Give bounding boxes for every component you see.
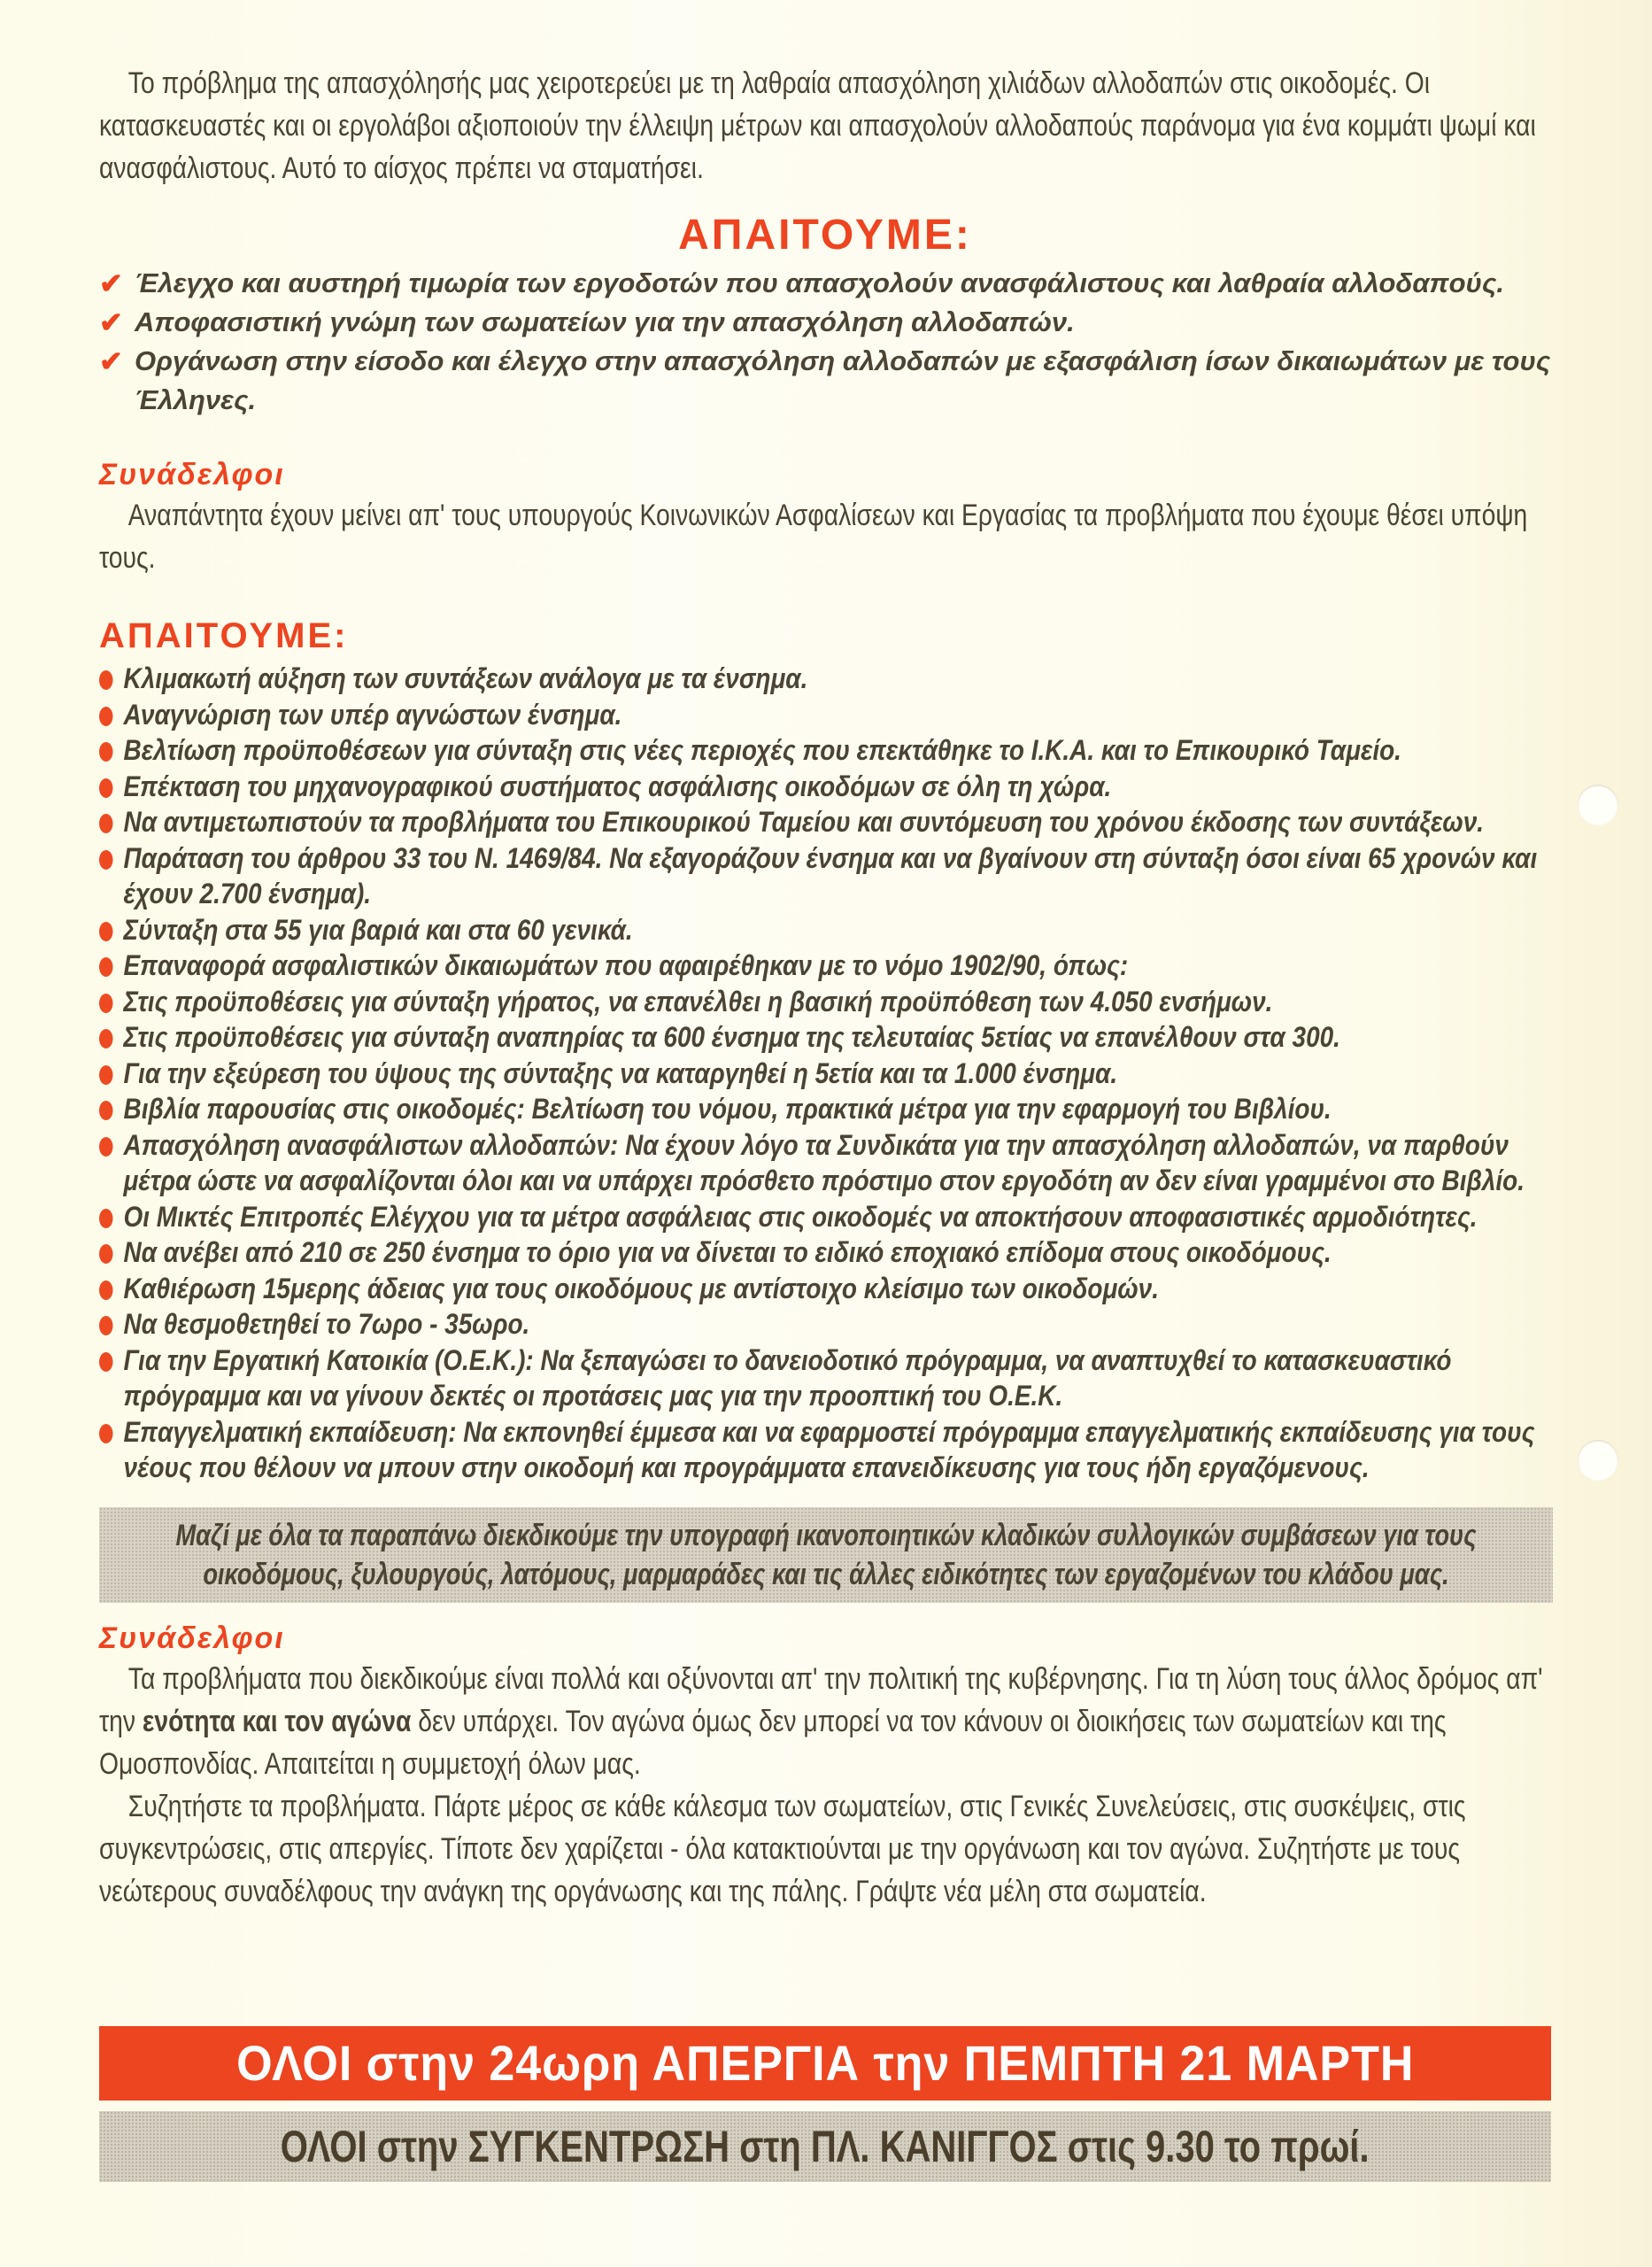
colleagues-heading-1: Συνάδελφοι xyxy=(99,458,285,491)
list-item: ✔ Έλεγχο και αυστηρή τιμωρία των εργοδοτών που απασχολούν ανασφάλιστους και λαθραία αλλοδαπούς. xyxy=(99,264,1551,303)
punch-hole-bottom xyxy=(1578,1440,1618,1481)
list-item: Παράταση του άρθρου 33 του Ν. 1469/84. Να εξαγοράζουν ένσημα και να βγαίνουν στη σύνταξη όσοι είναι 65 χρονών και έχουν 2.700 ένσημα). xyxy=(99,840,1572,912)
bullet-dot-icon xyxy=(99,1101,112,1120)
list-item: Καθιέρωση 15μερης άδειας για τους οικοδόμους με αντίστοιχο κλείσιμο των οικοδομών. xyxy=(99,1271,1572,1307)
unity-struggle-emphasis: ενότητα και τον αγώνα xyxy=(142,1704,412,1738)
rally-banner-text: ΟΛΟΙ στην ΣΥΓΚΕΝΤΡΩΣΗ στη ΠΛ. ΚΑΝΙΓΓΟΣ στις 9.30 το πρωί. xyxy=(281,2122,1370,2171)
check-icon: ✔ xyxy=(99,345,123,377)
rally-banner xyxy=(99,2111,1551,2182)
strike-banner xyxy=(99,2026,1551,2101)
bullet-dot-icon xyxy=(99,922,112,941)
bullet-dot-icon xyxy=(99,1209,112,1228)
bullet-dot-icon xyxy=(99,1352,112,1372)
bullet-dot-icon xyxy=(99,707,112,726)
demands-list-2 xyxy=(99,661,1551,1486)
list-item: Απασχόληση ανασφάλιστων αλλοδαπών: Να έχουν λόγο τα Συνδικάτα για την απασχόληση αλλοδαπών, να παρθούν μέτρα ώστε να ασφαλίζονται όλοι και να υπάρχει πρόσθετο πρόστιμο στον εργοδότη αν δεν είναι γραμμένοι στο Βιβλίο. xyxy=(99,1127,1572,1199)
list-item: Για την Εργατική Κατοικία (Ο.Ε.Κ.): Να ξεπαγώσει το δανειοδοτικό πρόγραμμα, να αναπτυχθεί το κατασκευαστικό πρόγραμμα και να γίνουν δεκτές οι προτάσεις μας για την προοπτική του Ο.Ε.Κ. xyxy=(99,1342,1572,1414)
bullet-dot-icon xyxy=(99,1424,112,1443)
demands-list-1 xyxy=(99,264,1551,420)
bullet-dot-icon xyxy=(99,994,112,1013)
list-item: Να αντιμετωπιστούν τα προβλήματα του Επικουρικού Ταμείου και συντόμευση του χρόνου έκδοσης των συντάξεων. xyxy=(99,804,1572,840)
list-item: Οι Μικτές Επιτροπές Ελέγχου για τα μέτρα ασφάλειας στις οικοδομές να αποκτήσουν αποφασιστικές αρμοδιότητες. xyxy=(99,1199,1572,1235)
colleagues-paragraph-2a: Τα προβλήματα που διεκδικούμε είναι πολλά και οξύνονται απ' την πολιτική της κυβέρνησης. Για τη λύση τους άλλος δρόμος απ' την ενότητα και τον αγώνα δεν υπάρχει. Τον αγώνα όμως δεν μπορεί να τον κάνουν οι διοικήσεις των σωματείων και της Ομοσπονδίας. Απαιτείται η συμμετοχή όλων μας. xyxy=(99,1661,1543,1781)
list-item: Για την εξεύρεση του ύψους της σύνταξης να καταργηθεί η 5ετία και τα 1.000 ένσημα. xyxy=(99,1056,1572,1092)
bullet-dot-icon xyxy=(99,1281,112,1300)
bullet-dot-icon xyxy=(99,1065,112,1085)
list-item: Στις προϋποθέσεις για σύνταξη αναπηρίας τα 600 ένσημα της τελευταίας 5ετίας να επανέλθουν στα 300. xyxy=(99,1019,1572,1056)
intro-paragraph: Το πρόβλημα της απασχόλησής μας χειροτερεύει με τη λαθραία απασχόληση χιλιάδων αλλοδαπών στις οικοδομές. Οι κατασκευαστές και οι εργολάβοι αξιοποιούν την έλλειψη μέτρων και απασχολούν αλλοδαπούς παράνομα για ένα κομμάτι ψωμί και ανασφάλιστους. Αυτό το αίσχος πρέπει να σταματήσει. xyxy=(99,66,1536,185)
list-item: Σύνταξη στα 55 για βαριά και στα 60 γενικά. xyxy=(99,912,1572,948)
list-item: Επέκταση του μηχανογραφικού συστήματος ασφάλισης οικοδόμων σε όλη τη χώρα. xyxy=(99,769,1572,805)
bullet-dot-icon xyxy=(99,957,112,977)
collective-agreements-box xyxy=(99,1507,1553,1603)
list-item: ✔ Αποφασιστική γνώμη των σωματείων για την απασχόληση αλλοδαπών. xyxy=(99,303,1551,342)
flyer-content xyxy=(99,62,1551,1913)
colleagues-paragraph-2b: Συζητήστε τα προβλήματα. Πάρτε μέρος σε κάθε κάλεσμα των σωματείων, στις Γενικές Συνελεύσεις, στις συσκέψεις, στις συγκεντρώσεις, στις απεργίες. Τίποτε δεν χαρίζεται - όλα κατακτιούνται με την οργάνωση και τον αγώνα. Συζητήστε με τους νεώτερους συναδέλφους την ανάγκη της οργάνωσης και της πάλης. Γράψτε νέα μέλη στα σωματεία. xyxy=(99,1789,1466,1908)
list-item: Αναγνώριση των υπέρ αγνώστων ένσημα. xyxy=(99,697,1572,733)
demands-heading-1: ΑΠΑΙΤΟΥΜΕ: xyxy=(678,212,972,259)
bullet-dot-icon xyxy=(99,1244,112,1264)
bullet-dot-icon xyxy=(99,742,112,762)
list-item: ✔ Οργάνωση στην είσοδο και έλεγχο στην απασχόληση αλλοδαπών με εξασφάλιση ίσων δικαιωμάτων με τους Έλληνες. xyxy=(99,342,1551,420)
list-item: Να θεσμοθετηθεί το 7ωρο - 35ωρο. xyxy=(99,1306,1572,1342)
bullet-dot-icon xyxy=(99,1137,112,1157)
bullet-dot-icon xyxy=(99,778,112,798)
check-icon: ✔ xyxy=(99,267,123,299)
list-item: Να ανέβει από 210 σε 250 ένσημα το όριο για να δίνεται το ειδικό εποχιακό επίδομα στους οικοδόμους. xyxy=(99,1234,1572,1271)
check-icon: ✔ xyxy=(99,306,123,338)
colleagues-paragraph-1: Αναπάντητα έχουν μείνει απ' τους υπουργούς Κοινωνικών Ασφαλίσεων και Εργασίας τα προβλήματα που έχουμε θέσει υπόψη τους. xyxy=(99,499,1528,575)
bullet-dot-icon xyxy=(99,850,112,870)
list-item: Επαγγελματική εκπαίδευση: Να εκπονηθεί έμμεσα και να εφαρμοστεί πρόγραμμα επαγγελματικής εκπαίδευσης για τους νέους που θέλουν να μπουν στην οικοδομή και προγράμματα επανειδίκευσης για τους ήδη εργαζόμενους. xyxy=(99,1414,1572,1486)
bullet-dot-icon xyxy=(99,670,112,690)
collective-agreements-text: Μαζί με όλα τα παραπάνω διεκδικούμε την υπογραφή ικανοποιητικών κλαδικών συλλογικών συμβάσεων για τους οικοδόμους, ξυλουργούς, λατόμους, μαρμαράδες και τις άλλες ειδικότητες των εργαζομένων του κλάδου μας. xyxy=(175,1518,1477,1591)
colleagues-heading-2: Συνάδελφοι xyxy=(99,1621,285,1655)
bullet-dot-icon xyxy=(99,814,112,833)
list-item: Βελτίωση προϋποθέσεων για σύνταξη στις νέες περιοχές που επεκτάθηκε το Ι.Κ.Α. και το Επικουρικό Ταμείο. xyxy=(99,732,1572,769)
list-item: Στις προϋποθέσεις για σύνταξη γήρατος, να επανέλθει η βασική προϋπόθεση των 4.050 ενσήμων. xyxy=(99,984,1572,1020)
bullet-dot-icon xyxy=(99,1316,112,1335)
strike-banner-text: ΟΛΟΙ στην 24ωρη ΑΠΕΡΓΙΑ την ΠΕΜΠΤΗ 21 ΜΑΡΤΗ xyxy=(235,2035,1415,2091)
list-item: Κλιμακωτή αύξηση των συντάξεων ανάλογα με τα ένσημα. xyxy=(99,661,1572,697)
list-item: Βιβλία παρουσίας στις οικοδομές: Βελτίωση του νόμου, πρακτικά μέτρα για την εφαρμογή του Βιβλίου. xyxy=(99,1091,1572,1127)
demands-heading-2: ΑΠΑΙΤΟΥΜΕ: xyxy=(99,616,349,655)
bullet-dot-icon xyxy=(99,1029,112,1048)
punch-hole-top xyxy=(1578,785,1618,825)
list-item: Επαναφορά ασφαλιστικών δικαιωμάτων που αφαιρέθηκαν με το νόμο 1902/90, όπως: xyxy=(99,948,1572,984)
